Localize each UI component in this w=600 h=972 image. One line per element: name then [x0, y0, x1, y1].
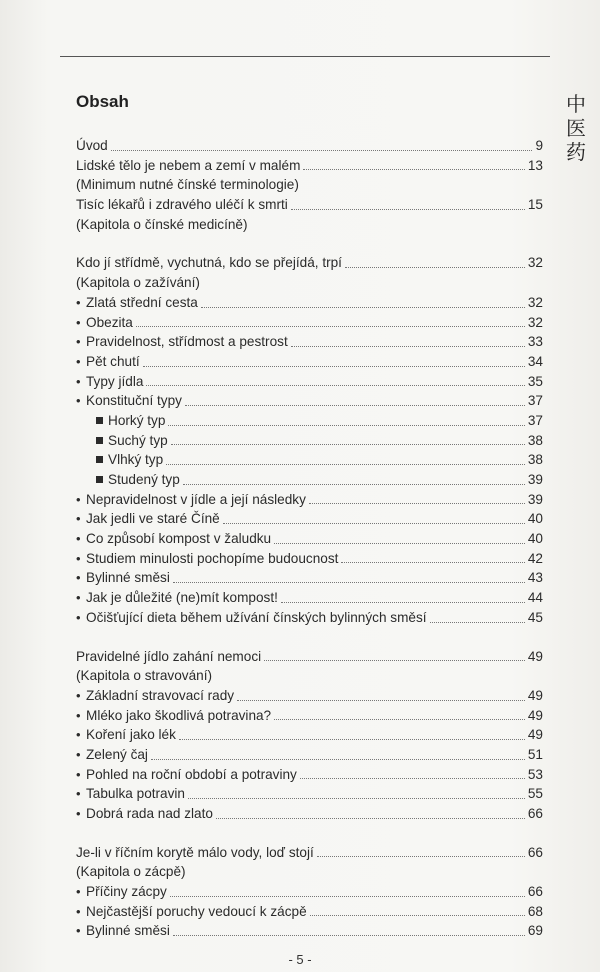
toc-page-number: 49 — [527, 707, 543, 723]
toc-page-number: 66 — [527, 884, 543, 900]
toc-item — [76, 568, 543, 588]
toc-page-number: 69 — [527, 923, 543, 939]
leader-dots — [291, 208, 525, 210]
toc-item — [76, 706, 543, 726]
leader-dots — [168, 424, 524, 426]
toc-subitem — [76, 411, 543, 431]
toc-entry-label: (Kapitola o stravování) — [76, 668, 213, 684]
toc-item — [76, 313, 543, 333]
toc-entry-label: • Koření jako lék — [76, 725, 176, 745]
toc-entry-label: • Nepravidelnost v jídle a její následky — [76, 490, 306, 510]
toc-subitem — [76, 470, 543, 490]
toc-item — [76, 332, 543, 352]
toc-page-number: 42 — [527, 550, 543, 566]
toc-item — [76, 293, 543, 313]
toc-chapter-note — [76, 273, 543, 293]
toc-page-number: 32 — [527, 255, 543, 271]
toc-entry-label: • Tabulka potravin — [76, 784, 185, 804]
toc-entry-label: • Jak je důležité (ne)mít kompost! — [76, 588, 278, 608]
leader-dots — [216, 817, 525, 819]
toc-entry-label: (Kapitola o čínské medicíně) — [76, 216, 248, 232]
toc-page-number: 32 — [527, 314, 543, 330]
toc-item — [76, 921, 543, 941]
toc-page-number: 49 — [527, 687, 543, 703]
toc-item — [76, 765, 543, 785]
toc-page-number: 15 — [527, 197, 543, 213]
toc-chapter-note — [76, 215, 543, 235]
toc-entry-label: Lidské tělo je nebem a zemí v malém — [76, 157, 301, 173]
toc-item — [76, 588, 543, 608]
leader-dots — [310, 914, 525, 916]
leader-dots — [171, 443, 525, 445]
leader-dots — [136, 325, 525, 327]
leader-dots — [143, 365, 525, 367]
toc-page-number: 49 — [527, 727, 543, 743]
toc-page-number: 38 — [527, 452, 543, 468]
toc-page-number: 39 — [527, 472, 543, 487]
leader-dots — [173, 581, 525, 583]
leader-dots — [345, 266, 525, 268]
toc-subitem — [76, 431, 543, 451]
leader-dots — [201, 306, 525, 308]
toc-page-number: 40 — [527, 531, 543, 547]
toc-item — [76, 902, 543, 922]
toc-entry-label: • Pravidelnost, střídmost a pestrost — [76, 332, 288, 352]
toc-chapter-note — [76, 862, 543, 882]
leader-dots — [166, 463, 525, 465]
leader-dots — [309, 502, 525, 504]
toc-chapter — [76, 647, 543, 667]
toc-entry-label: • Nejčastější poruchy vedoucí k zácpě — [76, 902, 307, 922]
table-of-contents — [76, 136, 543, 941]
toc-chapter — [76, 253, 543, 273]
toc-page-number: 37 — [527, 412, 543, 428]
header-rule — [60, 56, 550, 57]
toc-entry-label: Suchý typ — [96, 431, 168, 451]
leader-dots — [237, 699, 525, 701]
toc-entry-label: • Příčiny zácpy — [76, 882, 167, 902]
toc-chapter — [76, 843, 543, 863]
toc-page-number: 66 — [527, 844, 543, 860]
toc-page-number: 43 — [527, 570, 543, 586]
toc-page-number: 44 — [527, 590, 543, 606]
toc-page-number: 53 — [527, 766, 543, 782]
toc-item — [76, 725, 543, 745]
toc-subitem — [76, 450, 543, 470]
toc-entry-label: Je-li v říčním korytě málo vody, loď stojí — [76, 844, 314, 860]
leader-dots — [170, 895, 525, 897]
leader-dots — [183, 483, 525, 485]
toc-item — [76, 686, 543, 706]
toc-item — [76, 882, 543, 902]
leader-dots — [274, 718, 525, 720]
leader-dots — [274, 542, 525, 544]
toc-entry-label: • Co způsobí kompost v žaludku — [76, 529, 271, 549]
toc-entry-label: • Konstituční typy — [76, 391, 182, 411]
leader-dots — [111, 149, 533, 151]
leader-dots — [264, 659, 525, 661]
leader-dots — [146, 384, 524, 386]
leader-dots — [188, 797, 525, 799]
chinese-medicine-seal — [562, 92, 590, 164]
toc-entry-label: • Pohled na roční období a potraviny — [76, 765, 297, 785]
toc-entry-label: Kdo jí střídmě, vychutná, kdo se přejídá, trpí — [76, 255, 342, 271]
toc-item — [76, 391, 543, 411]
toc-item — [76, 372, 543, 392]
toc-item — [76, 490, 543, 510]
toc-chapter-note — [76, 175, 543, 195]
page-title: Obsah — [76, 92, 129, 111]
toc-page-number: 38 — [527, 432, 543, 448]
toc-page-number: 51 — [527, 746, 543, 762]
toc-entry-label: Studený typ — [96, 470, 180, 490]
toc-entry-label: Vlhký typ — [96, 450, 163, 470]
toc-page-number: 55 — [527, 786, 543, 802]
toc-entry-label: • Mléko jako škodlivá potravina? — [76, 706, 271, 726]
toc-entry-label: • Dobrá rada nad zlato — [76, 804, 213, 824]
toc-page-number: 49 — [527, 648, 543, 664]
toc-item — [76, 608, 543, 628]
toc-chapter — [76, 156, 543, 176]
toc-entry-label: • Typy jídla — [76, 372, 143, 392]
seal-char-1: 中 — [566, 92, 586, 116]
toc-entry-label: • Zlatá střední cesta — [76, 293, 198, 313]
toc-page-number: 13 — [527, 157, 543, 173]
toc-item — [76, 784, 543, 804]
leader-dots — [291, 345, 525, 347]
page-number: - 5 - — [288, 952, 312, 967]
toc-page-number: 45 — [527, 609, 543, 625]
toc-page-number: 39 — [527, 491, 543, 507]
seal-char-2: 医 — [566, 116, 586, 140]
toc-entry-label: • Zelený čaj — [76, 745, 148, 765]
leader-dots — [317, 855, 525, 857]
toc-page-number: 66 — [527, 806, 543, 821]
toc-page-number: 32 — [527, 294, 543, 310]
toc-chapter — [76, 136, 543, 156]
toc-entry-label: (Kapitola o zácpě) — [76, 864, 186, 880]
toc-entry-label: • Studiem minulosti pochopíme budoucnost — [76, 549, 338, 569]
toc-entry-label: Horký typ — [96, 411, 165, 431]
leader-dots — [430, 621, 525, 623]
toc-item — [76, 509, 543, 529]
leader-dots — [185, 404, 525, 406]
toc-entry-label: Úvod — [76, 138, 108, 153]
toc-chapter-note — [76, 666, 543, 686]
toc-page-number: 37 — [527, 393, 543, 409]
leader-dots — [303, 168, 524, 170]
toc-entry-label: • Základní stravovací rady — [76, 686, 234, 706]
toc-page-number: 9 — [535, 138, 543, 153]
toc-item — [76, 529, 543, 549]
toc-entry-label: Pravidelné jídlo zahání nemoci — [76, 648, 262, 664]
toc-item — [76, 352, 543, 372]
toc-chapter — [76, 195, 543, 215]
toc-page-number: 34 — [527, 353, 543, 369]
toc-entry-label: • Pět chutí — [76, 352, 140, 372]
toc-page-number: 33 — [527, 334, 543, 350]
leader-dots — [179, 738, 525, 740]
toc-entry-label: Tisíc lékařů i zdravého uléčí k smrti — [76, 197, 288, 213]
toc-item — [76, 549, 543, 569]
toc-entry-label: (Kapitola o zažívání) — [76, 275, 200, 291]
leader-dots — [151, 758, 525, 760]
leader-dots — [223, 522, 525, 524]
toc-entry-label: • Bylinné směsi — [76, 568, 170, 588]
seal-char-3: 药 — [566, 140, 586, 164]
toc-item — [76, 745, 543, 765]
leader-dots — [341, 561, 524, 563]
toc-entry-label: • Očišťující dieta během užívání čínských bylinných směsí — [76, 608, 427, 628]
toc-entry-label: • Bylinné směsi — [76, 921, 170, 941]
toc-page-number: 35 — [527, 373, 543, 389]
toc-page-number: 40 — [527, 511, 543, 527]
leader-dots — [173, 934, 525, 936]
toc-item — [76, 804, 543, 824]
toc-page-number: 68 — [527, 903, 543, 919]
leader-dots — [281, 601, 525, 603]
toc-entry-label: (Minimum nutné čínské terminologie) — [76, 177, 299, 193]
toc-entry-label: • Obezita — [76, 313, 133, 333]
toc-entry-label: • Jak jedli ve staré Číně — [76, 509, 220, 529]
leader-dots — [300, 777, 525, 779]
